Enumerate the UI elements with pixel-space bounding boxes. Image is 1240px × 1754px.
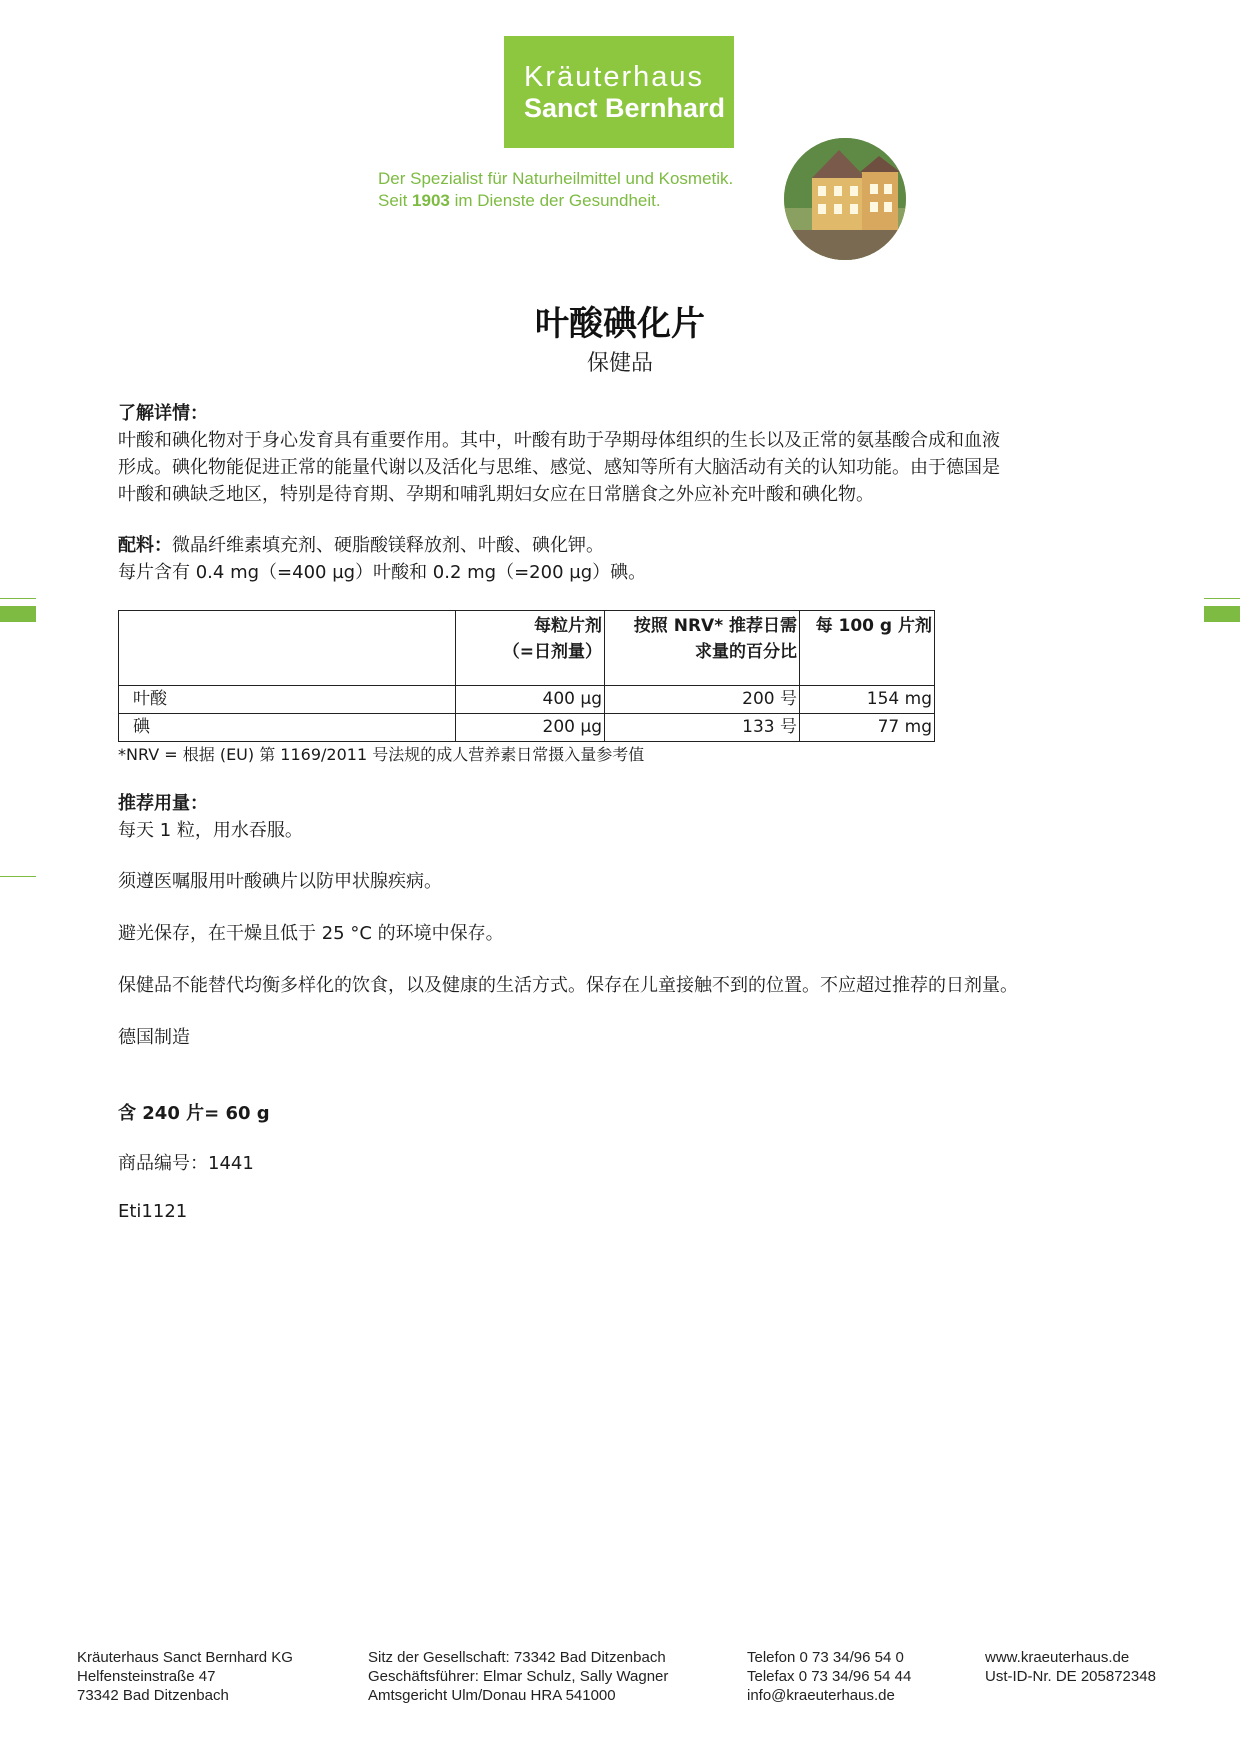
footer-legal: Sitz der Gesellschaft: 73342 Bad Ditzenbach Geschäftsführer: Elmar Schulz, Sally Wagner Amtsgericht Ulm/Donau HRA 541000 xyxy=(368,1649,669,1704)
ingredients-line xyxy=(118,532,1168,559)
details-section xyxy=(118,400,1168,508)
row-name: 碘 xyxy=(119,714,456,742)
row-nrv: 200 号 xyxy=(605,686,800,714)
dosage-text: 每天 1 粒，用水吞服。 xyxy=(118,820,303,841)
article-number: 商品编号：1441 xyxy=(118,1153,254,1174)
ingredients-per-tablet: 每片含有 0.4 mg（=400 µg）叶酸和 0.2 mg（=200 µg）碘。 xyxy=(118,562,647,583)
footer-company: Kräuterhaus Sanct Bernhard KG Helfensteinstraße 47 73342 Bad Ditzenbach xyxy=(77,1649,293,1704)
table-row xyxy=(119,714,935,742)
brand-tagline xyxy=(378,168,733,212)
dosage-heading: 推荐用量： xyxy=(118,793,208,814)
table-header-row xyxy=(119,611,935,686)
brand-name-line1: Kräuterhaus xyxy=(524,61,704,93)
footer-web: www.kraeuterhaus.de Ust-ID-Nr. DE 205872348 xyxy=(985,1649,1156,1685)
product-title: 叶酸碘化片 xyxy=(535,304,705,344)
ingredients-label: 配料： xyxy=(118,535,172,556)
ingredients-section xyxy=(118,532,1168,586)
storage-note: 避光保存，在干燥且低于 25 °C 的环境中保存。 xyxy=(118,923,504,944)
warning-note: 保健品不能替代均衡多样化的饮食，以及健康的生活方式。保存在儿童接触不到的位置。不应超过推荐的日剂量。 xyxy=(118,975,1018,996)
nutrition-table xyxy=(118,610,935,742)
label-code: Eti1121 xyxy=(118,1201,188,1222)
row-nrv: 133 号 xyxy=(605,714,800,742)
fold-mark-left xyxy=(0,606,36,622)
footer-contact: Telefon 0 73 34/96 54 0 Telefax 0 73 34/96 54 44 info@kraeuterhaus.de xyxy=(747,1649,912,1704)
doctor-note: 须遵医嘱服用叶酸碘片以防甲状腺疾病。 xyxy=(118,871,442,892)
row-per-tablet: 400 µg xyxy=(456,686,605,714)
details-line1: 叶酸和碘化物对于身心发育具有重要作用。其中，叶酸有助于孕期母体组织的生长以及正常的氨基酸合成和血液 xyxy=(118,430,1000,451)
fold-mark-line-left xyxy=(0,598,36,599)
table-header-per-100g: 每 100 g 片剂 xyxy=(800,611,935,686)
table-header-nrv: 按照 NRV* 推荐日需 求量的百分比 xyxy=(605,611,800,686)
building-illustration xyxy=(784,138,906,260)
fold-mark-line-right xyxy=(1204,598,1240,599)
nrv-footnote: *NRV = 根据 (EU) 第 1169/2011 号法规的成人营养素日常摄入量参考值 xyxy=(118,745,645,764)
ingredients-text: 微晶纤维素填充剂、硬脂酸镁释放剂、叶酸、碘化钾。 xyxy=(172,535,604,556)
table-header-empty xyxy=(119,611,456,686)
row-per-100g: 77 mg xyxy=(800,714,935,742)
fold-mark-lower-left xyxy=(0,876,36,877)
details-line2: 形成。碘化物能促进正常的能量代谢以及活化与思维、感觉、感知等所有大脑活动有关的认知功能。由于德国是 xyxy=(118,457,1000,478)
website-link[interactable]: www.kraeuterhaus.de xyxy=(985,1649,1130,1666)
table-row xyxy=(119,686,935,714)
table-header-per-tablet: 每粒片剂 （=日剂量） xyxy=(456,611,605,686)
origin-note: 德国制造 xyxy=(118,1027,190,1048)
row-per-tablet: 200 µg xyxy=(456,714,605,742)
details-line3: 叶酸和碘缺乏地区，特别是待育期、孕期和哺乳期妇女应在日常膳食之外应补充叶酸和碘化物。 xyxy=(118,484,874,505)
email-link[interactable]: info@kraeuterhaus.de xyxy=(747,1687,895,1704)
row-name: 叶酸 xyxy=(119,686,456,714)
building-photo xyxy=(784,138,906,260)
details-heading: 了解详情： xyxy=(118,403,208,424)
brand-logo xyxy=(504,36,734,148)
row-per-100g: 154 mg xyxy=(800,686,935,714)
tagline-line2: Seit 1903 im Dienste der Gesundheit. xyxy=(378,191,661,210)
brand-name-line2: Sanct Bernhard xyxy=(524,93,726,123)
contents-note: 含 240 片= 60 g xyxy=(118,1103,270,1124)
fold-mark-right xyxy=(1204,606,1240,622)
tagline-line1: Der Spezialist für Naturheilmittel und Kosmetik. xyxy=(378,169,734,188)
dosage-section xyxy=(118,790,1168,844)
product-subtitle: 保健品 xyxy=(586,351,653,376)
